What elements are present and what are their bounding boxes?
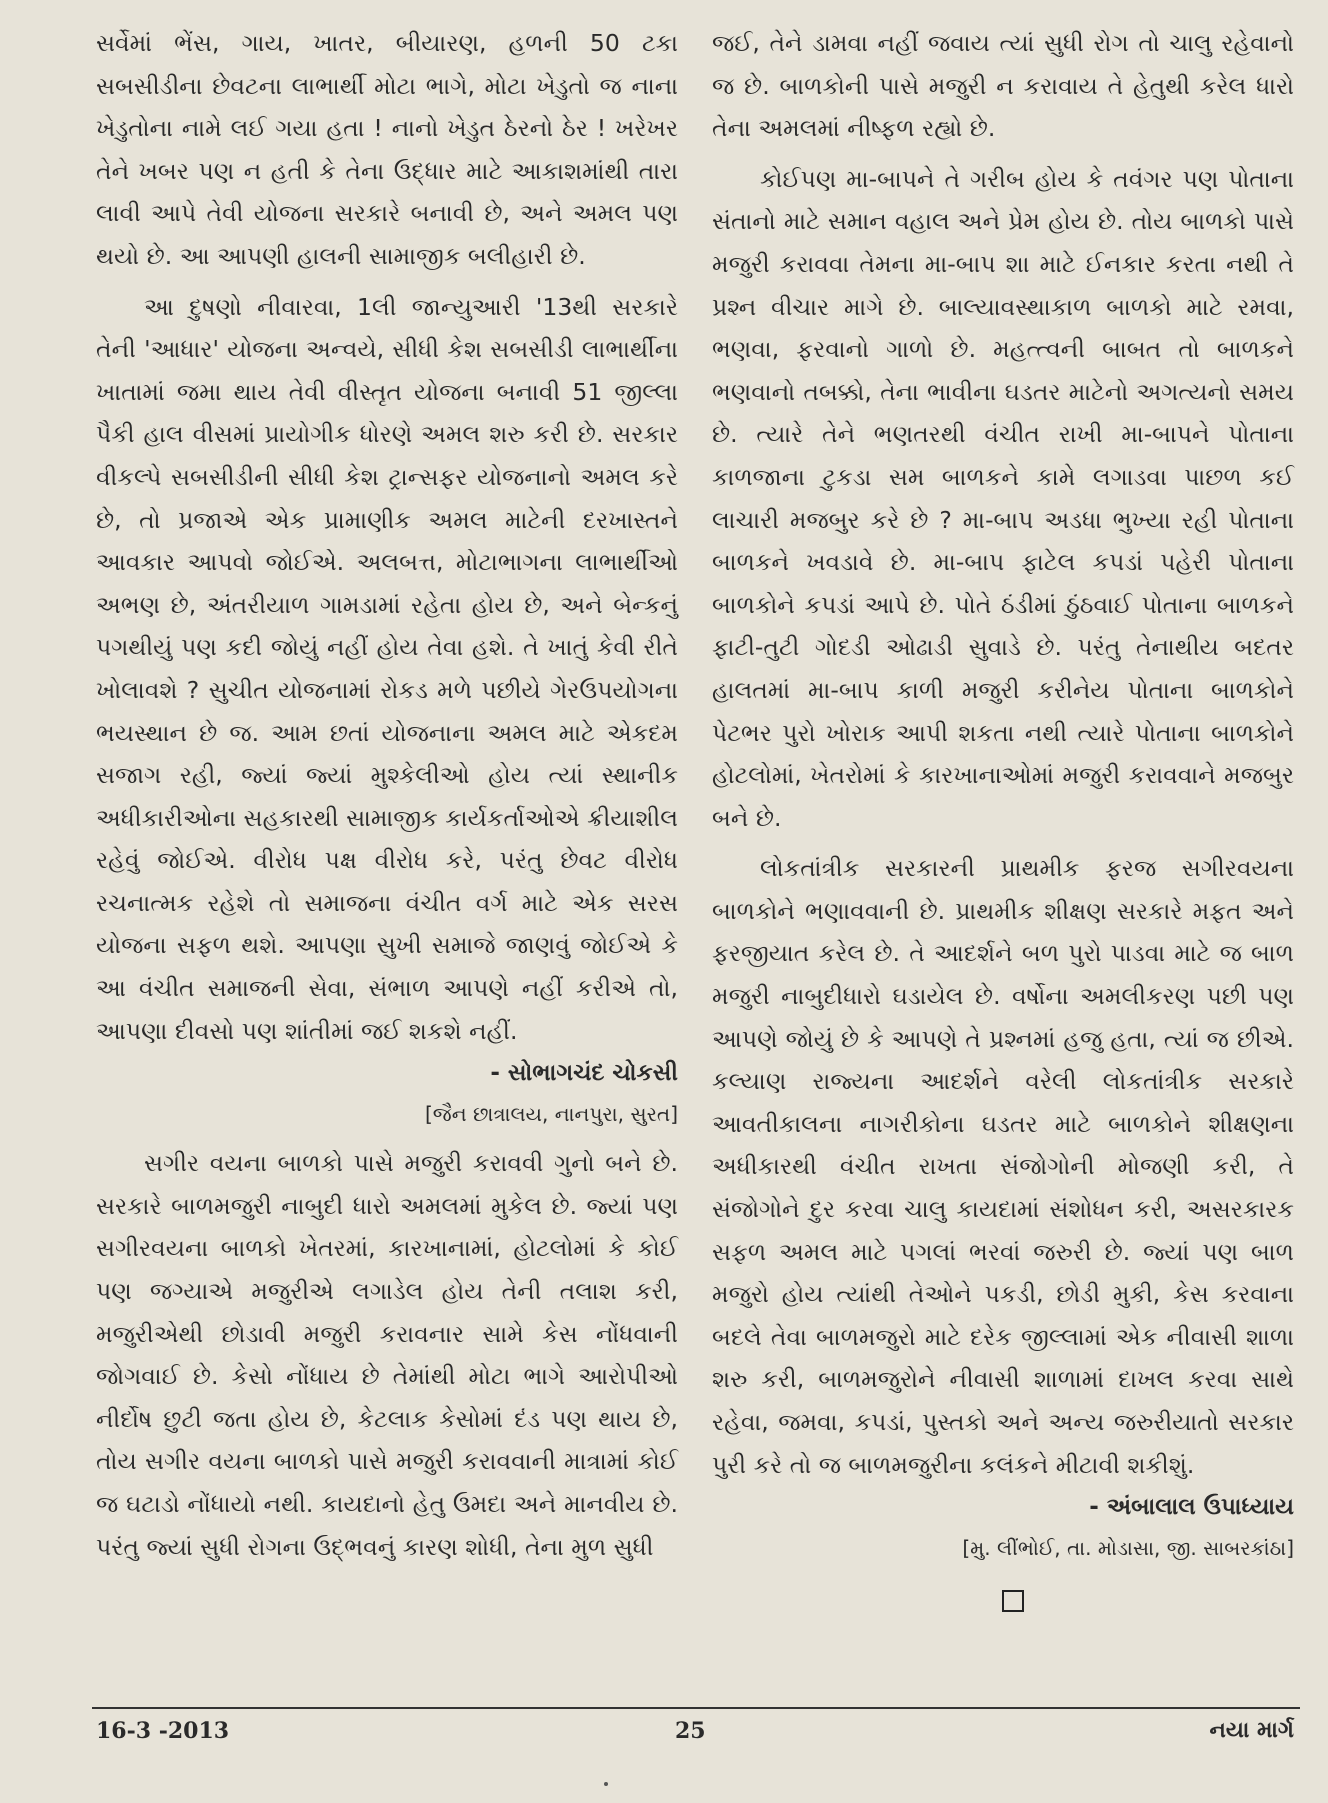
author-address-1: [જૈન છાત્રાલય, નાનપુરા, સુરત] <box>425 1102 678 1127</box>
author-signature-1: - સોભાગચંદ ચોકસી <box>490 1060 678 1087</box>
author-address-2: [મુ. લીંભોઈ, તા. મોડાસા, જી. સાબરકાંઠા] <box>962 1536 1294 1561</box>
left-column <box>96 22 678 1568</box>
left-paragraph-1: સર્વેમાં ભેંસ, ગાય, ખાતર, બીયારણ, હળની 50 ટકા સબસીડીના છેવટના લાભાર્થી મોટા ભાગે, મોટા ખેડુતો જ નાના ખેડુતોના નામે લઈ ગયા હતા ! નાનો ખેડુત ઠેરનો ઠેર ! ખરેખર તેને ખબર પણ ન હતી કે તેના ઉદ્ધાર માટે આકાશમાંથી તારા લાવી આપે તેવી યોજના સરકારે બનાવી છે, અને અમલ પણ થયો છે. આ આપણી હાલની સામાજીક બલીહારી છે. <box>96 29 678 270</box>
author-signature-2: - અંબાલાલ ઉપાધ્યાય <box>1089 1494 1294 1521</box>
left-paragraph-2: આ દુષણો નીવારવા, 1લી જાન્યુઆરી '13થી સરકારે તેની 'આધાર' યોજના અન્વયે, સીધી કેશ સબસીડી લાભાર્થીના ખાતામાં જમા થાય તેવી વીસ્તૃત યોજના બનાવી 51 જીલ્લા પૈકી હાલ વીસમાં પ્રાયોગીક ધોરણે અમલ શરુ કરી છે. સરકાર વીકલ્પે સબસીડીની સીધી કેશ ટ્રાન્સફર યોજનાનો અમલ કરે છે, તો પ્રજાએ એક પ્રામાણીક અમલ માટેની દરખાસ્તને આવકાર આપવો જોઈએ. અલબત્ત, મોટાભાગના લાભાર્થીઓ અભણ છે, અંતરીયાળ ગામડામાં રહેતા હોય છે, અને બેન્કનું પગથીયું પણ કદી જોયું નહીં હોય તેવા હશે. તે ખાતું કેવી રીતે ખોલાવશે ? સુચીત યોજનામાં રોકડ મળે પછીયે ગેરઉપયોગના ભયસ્થાન છે જ. આમ છતાં યોજનાના અમલ માટે એકદમ સજાગ રહી, જ્યાં જ્યાં મુશ્કેલીઓ હોય ત્યાં સ્થાનીક અધીકારીઓના સહકારથી સામાજીક કાર્યકર્તાઓએ ક્રીયાશીલ રહેવું જોઈએ. વીરોધ પક્ષ વીરોધ કરે, પરંતુ છેવટ વીરોધ રચનાત્મક રહેશે તો સમાજના વંચીત વર્ગ માટે એક સરસ યોજના સફળ થશે. આપણા સુખી સમાજે જાણવું જોઈએ કે આ વંચીત સમાજની સેવા, સંભાળ આપણે નહીં કરીએ તો, આપણા દીવસો પણ શાંતીમાં જઈ શકશે નહીં. <box>96 292 678 1045</box>
print-dot <box>604 1782 608 1786</box>
right-paragraph-3: લોકતાંત્રીક સરકારની પ્રાથમીક ફરજ સગીરવયના બાળકોને ભણાવવાની છે. પ્રાથમીક શીક્ષણ સરકારે મફત અને ફરજીયાત કરેલ છે. તે આદર્શને બળ પુરો પાડવા માટે જ બાળ મજુરી નાબુદીધારો ઘડાયેલ છે. વર્ષોના અમલીકરણ પછી પણ આપણે જોયું છે કે આપણે તે પ્રશ્નમાં હજુ હતા, ત્યાં જ છીએ. કલ્યાણ રાજ્યના આદર્શને વરેલી લોકતાંત્રીક સરકારે આવતીકાલના નાગરીકોના ઘડતર માટે બાળકોને શીક્ષણના અધીકારથી વંચીત રાખતા સંજોગોની મોજણી કરી, તે સંજોગોને દુર કરવા ચાલુ કાયદામાં સંશોધન કરી, અસરકારક સફળ અમલ માટે પગલાં ભરવાં જરુરી છે. જ્યાં પણ બાળ મજુરો હોય ત્યાંથી તેઓને પકડી, છોડી મુકી, કેસ કરવાના બદલે તેવા બાળમજુરો માટે દરેક જીલ્લામાં એક નીવાસી શાળા શરુ કરી, બાળમજુરોને નીવાસી શાળામાં દાખલ કરવા સાથે રહેવા, જમવા, કપડાં, પુસ્તકો અને અન્ય જરુરીયાતો સરકાર પુરી કરે તો જ બાળમજુરીના કલંકને મીટાવી શકીશું. <box>712 854 1294 1479</box>
footer-divider <box>92 1707 1300 1709</box>
end-of-article-square-icon <box>1002 1590 1024 1612</box>
right-column <box>712 22 1294 1612</box>
footer-date: 16-3 -2013 <box>96 1718 230 1744</box>
magazine-title: નયા માર્ગ <box>1209 1718 1294 1743</box>
page-number: 25 <box>675 1718 706 1744</box>
left-paragraph-3: સગીર વયના બાળકો પાસે મજુરી કરાવવી ગુનો બને છે. સરકારે બાળમજુરી નાબુદી ધારો અમલમાં મુકેલ છે. જ્યાં પણ સગીરવયના બાળકો ખેતરમાં, કારખાનામાં, હોટલોમાં કે કોઈ પણ જગ્યાએ મજુરીએ લગાડેલ હોય તેની તલાશ કરી, મજુરીએથી છોડાવી મજુરી કરાવનાર સામે કેસ નોંધવાની જોગવાઈ છે. કેસો નોંધાય છે તેમાંથી મોટા ભાગે આરોપીઓ નીર્દોષ છુટી જતા હોય છે, કેટલાક કેસોમાં દંડ પણ થાય છે, તોય સગીર વયના બાળકો પાસે મજુરી કરાવવાની માત્રામાં કોઈ જ ઘટાડો નોંધાયો નથી. કાયદાનો હેતુ ઉમદા અને માનવીય છે. પરંતુ જ્યાં સુધી રોગના ઉદ્ભવનું કારણ શોધી, તેના મુળ સુધી <box>96 1149 678 1561</box>
right-paragraph-1: જઈ, તેને ડામવા નહીં જવાય ત્યાં સુધી રોગ તો ચાલુ રહેવાનો જ છે. બાળકોની પાસે મજુરી ન કરાવાય તે હેતુથી કરેલ ધારો તેના અમલમાં નીષ્ફળ રહ્યો છે. <box>712 29 1294 143</box>
right-paragraph-2: કોઈપણ મા-બાપને તે ગરીબ હોય કે તવંગર પણ પોતાના સંતાનો માટે સમાન વહાલ અને પ્રેમ હોય છે. તોય બાળકો પાસે મજુરી કરાવવા તેમના મા-બાપ શા માટે ઈનકાર કરતા નથી તે પ્રશ્ન વીચાર માગે છે. બાલ્યાવસ્થાકાળ બાળકો માટે રમવા, ભણવા, ફરવાનો ગાળો છે. મહત્ત્વની બાબત તો બાળકને ભણવાનો તબક્કો, તેના ભાવીના ઘડતર માટેનો અગત્યનો સમય છે. ત્યારે તેને ભણતરથી વંચીત રાખી મા-બાપને પોતાના કાળજાના ટુકડા સમ બાળકને કામે લગાડવા પાછળ કઈ લાચારી મજબુર કરે છે ? મા-બાપ અડધા ભુખ્યા રહી પોતાના બાળકને ખવડાવે છે. મા-બાપ ફાટેલ કપડાં પહેરી પોતાના બાળકોને કપડાં આપે છે. પોતે ઠંડીમાં ઠુંઠવાઈ પોતાના બાળકને ફાટી-તુટી ગોદડી ઓઢાડી સુવાડે છે. પરંતુ તેનાથીય બદતર હાલતમાં મા-બાપ કાળી મજુરી કરીનેય પોતાના બાળકોને પેટભર પુરો ખોરાક આપી શકતા નથી ત્યારે પોતાના બાળકોને હોટલોમાં, ખેતરોમાં કે કારખાનાઓમાં મજુરી કરાવવાને મજબુર બને છે. <box>712 164 1294 832</box>
